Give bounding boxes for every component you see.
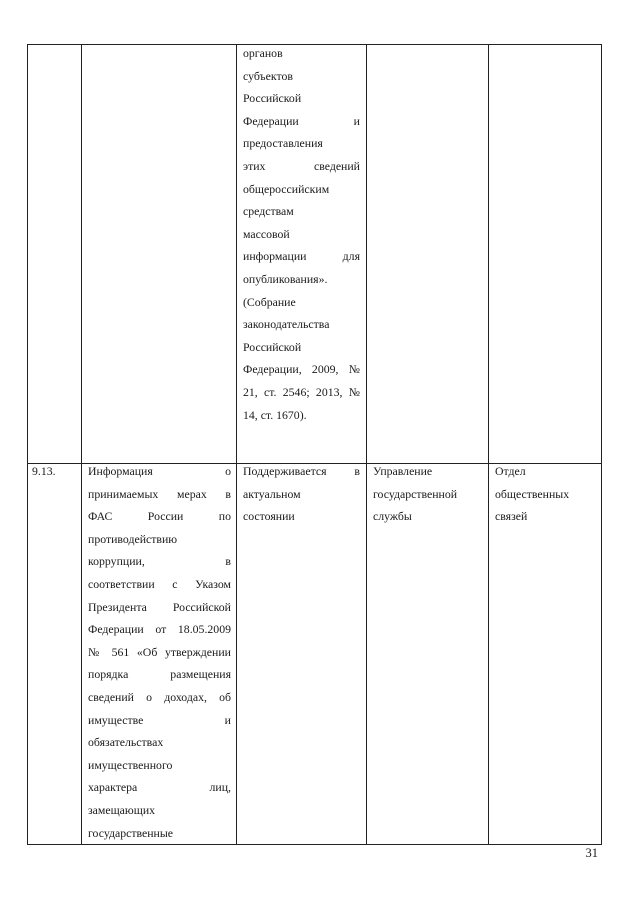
row2-responsible-cell	[373, 460, 483, 528]
cell-text-line: органов	[243, 46, 283, 60]
cell-text-line: Федерации, 2009, №	[243, 362, 360, 377]
cell-text-line: коррупции, в	[88, 554, 231, 569]
column-divider	[488, 44, 489, 845]
cell-text-line: принимаемых мерах в	[88, 486, 231, 501]
cell-text-line: опубликования».	[243, 271, 328, 286]
cell-text-line: характера лиц,	[88, 780, 231, 795]
cell-text-line: связей	[495, 509, 528, 524]
cell-text-line: имущественного	[88, 757, 173, 772]
row2-info-cell	[88, 460, 231, 844]
cell-text-line: средствам	[243, 204, 294, 219]
cell-text-line: Поддерживается в	[243, 464, 360, 478]
column-divider	[236, 44, 237, 845]
table-left-border	[27, 44, 28, 845]
cell-text-line: законодательства	[243, 317, 330, 332]
page-number: 31	[585, 846, 598, 860]
row-number: 9.13.	[32, 464, 56, 478]
cell-text-line: Федерации и	[243, 113, 360, 128]
cell-text-line: общественных	[495, 486, 570, 501]
cell-text-line: (Собрание	[243, 294, 296, 309]
cell-text-line: обязательствах	[88, 735, 164, 750]
cell-text-line: службы	[373, 509, 412, 524]
cell-text-line: замещающих	[88, 802, 156, 817]
row2-number-cell	[32, 460, 78, 483]
table-bottom-border	[27, 844, 602, 845]
cell-text-line: Президента Российской	[88, 599, 231, 614]
cell-text-line: состоянии	[243, 509, 295, 524]
cell-text-line: Управление	[373, 464, 433, 478]
cell-text-line: Российской	[243, 339, 302, 354]
cell-text-line: 21, ст. 2546; 2013, №	[243, 384, 360, 399]
cell-text-line: предоставления	[243, 136, 323, 151]
cell-text-line: этих сведений	[243, 158, 360, 173]
column-divider	[366, 44, 367, 845]
cell-text-line: сведений о доходах, об	[88, 689, 231, 704]
table-right-border	[601, 44, 602, 845]
cell-text-line: № 561 «Об утверждении	[88, 644, 231, 659]
column-divider	[81, 44, 82, 845]
cell-text-line: имуществе и	[88, 712, 231, 727]
cell-text-line: Федерации от 18.05.2009	[88, 622, 231, 637]
cell-text-line: актуальном	[243, 486, 301, 501]
cell-text-line: 14, ст. 1670).	[243, 407, 307, 422]
cell-text-line: соответствии с Указом	[88, 576, 231, 591]
cell-text-line: субъектов	[243, 68, 293, 83]
row1-publication-cell	[243, 42, 360, 426]
cell-text-line: информации для	[243, 249, 360, 264]
cell-text-line: Отдел	[495, 464, 526, 478]
cell-text-line: порядка размещения	[88, 667, 231, 682]
row2-publication-cell	[243, 460, 360, 528]
cell-text-line: ФАС России по	[88, 509, 231, 524]
cell-text-line: государственной	[373, 486, 458, 501]
row2-executor-cell	[495, 460, 595, 528]
cell-text-line: общероссийским	[243, 181, 330, 196]
cell-text-line: государственные	[88, 825, 174, 840]
cell-text-line: массовой	[243, 226, 290, 241]
cell-text-line: противодействию	[88, 531, 178, 546]
cell-text-line: Информация о	[88, 464, 231, 478]
cell-text-line: Российской	[243, 91, 302, 106]
